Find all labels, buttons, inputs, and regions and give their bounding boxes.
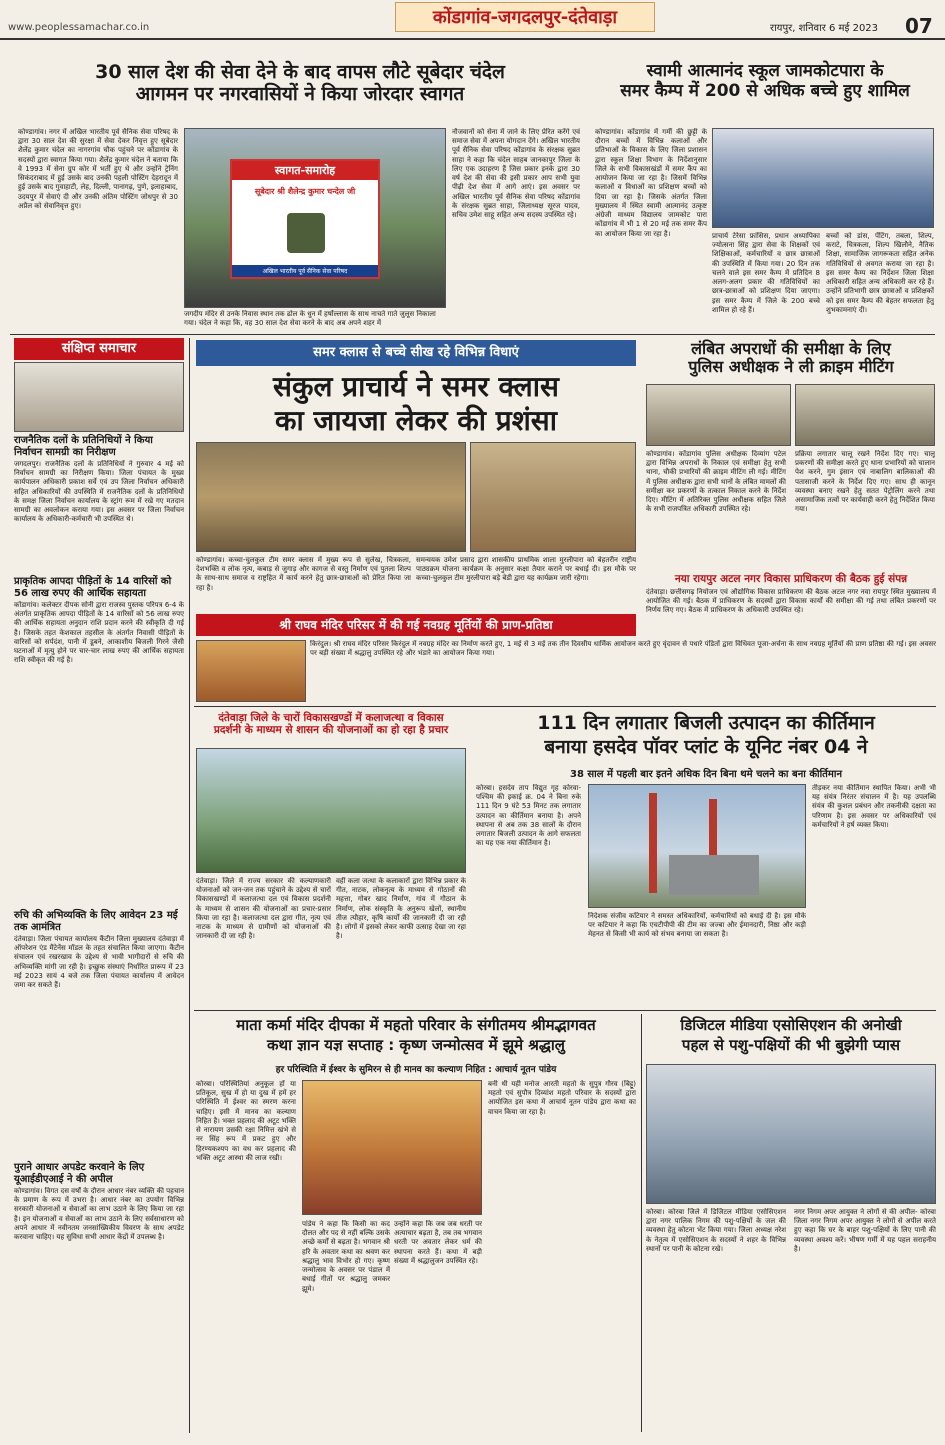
story2-headline-line2: समर कैम्प में 200 से अधिक बच्चे हुए शामिल: [620, 80, 910, 101]
welcome-banner-name: सूबेदार श्री शैलेन्द्र कुमार चन्देल जी: [254, 187, 356, 196]
divider-mid: [194, 706, 936, 707]
story9-body: कोरबा। परिस्थितियां अनुकूल हों या प्रतिकूल, सुख में हो या दुख में हमें हर परिस्थिति में ईश्वर का स्मरण करना चाहिए। इसी में मानव का कल्याण निहित है। भक्त प्रहलाद की अटूट भक्ति से नारायण उसकी रक्षा निमित्त खंभे से नर सिंह रूप में प्रकट हुए और हिरण्यकश्यप का वध कर प्रहलाद की भक्ति अटूट आस्था की लाज रखी।: [196, 1080, 296, 1162]
story6-headline: श्री राघव मंदिर परिसर में की गई नवग्रह मूर्तियों की प्राण-प्रतिष्ठा: [196, 614, 636, 636]
brief-item-1-title: राजनैतिक दलों के प्रतिनिधियों ने किया निर्वाचन सामग्री का निरीक्षण: [14, 435, 153, 458]
brief-column-divider: [189, 338, 190, 1433]
story4-photo-meeting: [646, 384, 791, 446]
brief-item-3-body: दंतेवाड़ा। जिला पंचायत कार्यालय कैंटीन जिला मुख्यालय दंतेवाड़ा में ऑपरेशन एंड मैंटेनेंस मॉडल के तहत संचालित किया जाएगा। कैंटीन संचालन एवं रखरखाव के उद्देश्य से भावी भागीदारों से रुचि की अभिव्यक्ति मांगी जा रही है। इच्छुक संस्थाएं निर्धारित प्रारूप में 23 मई 2023 सायं 4 बजे तक जिला पंचायत कार्यालय में आवेदन जमा कर सकते हैं।: [14, 935, 184, 990]
divider-lower: [194, 1010, 936, 1011]
story7-headline-line2: प्रदर्शनी के माध्यम से शासन की योजनाओं का हो रहा है प्रचार: [213, 724, 449, 737]
brief-item-3: [14, 910, 184, 1165]
story7-headline: [196, 712, 466, 736]
story4-photo-officers: [795, 384, 935, 446]
story3-headline: [196, 370, 636, 437]
edition-title: कोंडागांव-जगदलपुर-दंतेवाड़ा: [395, 2, 655, 32]
story3-kicker: समर क्लास से बच्चे सीख रहे विभिन्न विधाएं: [196, 340, 636, 366]
story9-photo-katha: [302, 1080, 482, 1215]
story4-headline-line1: लंबित अपराधों की समीक्षा के लिए: [691, 339, 891, 358]
welcome-banner-title: स्वागत-समारोह: [232, 161, 378, 180]
brief-item-1-body: जगदलपुर। राजनैतिक दलों के प्रतिनिधियों ने गुरुवार 4 मई को निर्वाचन सामग्री का निरीक्षण किया। जिला पंचायत के मुख्य कार्यपालन अधिकारी प्रकाश सर्वे एवं उप जिला निर्वाचन अधिकारी सहित अधिकारियों की उपस्थिति में राजनैतिक दलों के प्रतिनिधियों के समक्ष जिला निर्वाचन कार्यालय के स्ट्रांग रूम में रखे गए मतदान सामग्री का अवलोकन कराया गया। इस अवसर पर जिला निर्वाचन कार्यालय के अधिकारी-कर्मचारी भी उपस्थित थे।: [14, 460, 184, 524]
column-divider-right: [641, 1014, 642, 1432]
brief-item-2-body: कोंडागांव। कलेक्टर दीपक सोनी द्वारा राजस्व पुस्तक परिपत्र 6-4 के अंतर्गत प्राकृतिक आपदा पीड़ितों के 14 वारिसों को 56 लाख रुपए की आर्थिक सहायता अनुदान राशि प्रदान करने की स्वीकृति दी गई है। जिसके तहत केशकाल तहसील के अंतर्गत निवासी पीड़ितों के वारिसों को सर्पदंश, पानी में डूबने, आकाशीय बिजली गिरने जैसी घटनाओं में मृत्यु होने पर चार-चार लाख रुपए की आर्थिक सहायता राशि स्वीकृत की गई है।: [14, 601, 184, 665]
page-number: 07: [905, 14, 933, 38]
story5-body: दंतेवाड़ा। छत्तीसगढ़ नियोजन एवं औद्योगिक विकास प्राधिकरण की बैठक अटल नगर नवा रायपुर स्थित मुख्यालय में आयोजित की गई। बैठक में प्राधिकरण के सदस्यों द्वारा विकास कार्यों की समीक्षा की गई तथा लंबित प्रकरणों पर निर्णय लिए गए। बैठक में प्राधिकरण के अधिकारी उपस्थित रहे।: [646, 588, 936, 615]
story2-headline: [595, 62, 935, 101]
story1-body: कोण्डागांव। नगर में अखिल भारतीय पूर्व सैनिक सेवा परिषद के द्वारा 30 साल देश की सुरक्षा में सेवा देकर निवृत्त हुए सूबेदार शैलेंद्र कुमार चंदेल का नागरगांव चौक पहुंचने पर कोंडागांव के सदस्यों द्वारा स्वागत किया गया। शैलेंद्र कुमार चंदेल ने बताया कि वे 1993 में सेना ग्रुप कोर में भर्ती हुए थे और उन्होंने ट्रेनिंग सिकंदराबाद में हुई उसके बाद उनकी पहली पोस्टिंग देहरादून में हुई उसके बाद गुवाहाटी, लेह, दिल्ली, पानागढ़, पुणे, इलाहाबाद, उदयपुर में सेवाएं दी और उनकी अंतिम पोस्टिंग जोधपुर से 30 अप्रैल को सेवानिवृत्त हुए।: [18, 128, 178, 210]
story4-body: कोण्डागांव। कोंडागांव पुलिस अधीक्षक दिव्यांग पटेल द्वारा विभिन्न अपराधों के निकाल एवं समीक्षा हेतु सभी थाना, चौकी प्रभारियों की क्राइम मीटिंग ली गई। मीटिंग में पुलिस अधीक्षक द्वारा सभी थानों के लंबित मामलों की समीक्षा कर प्रकरणों के तत्काल निकाल करने के निर्देश दिए। मीटिंग में अतिरिक्त पुलिस अधीक्षक सहित जिले के सभी राजपत्रित अधिकारी उपस्थित रहे।: [646, 450, 786, 514]
story8-headline: [476, 712, 936, 760]
story1-photo-caption: जगदीप मंदिर से उनके निवास स्थान तक ढोल के धुन में हर्षोल्लास के साथ नाचते गाते जुलूस निकाला गया। चंदेल ने कहा कि, वह 30 साल देश सेवा करने के बाद अब अपने शहर में: [184, 310, 436, 328]
story1-headline: [20, 62, 580, 106]
story9-col2: पांडेय ने कहा कि किसी का कद दौलत और पद से नहीं बल्कि उसके अच्छे कर्मों से बढ़ता है। भगवान श्री हरि के अवतार कथा का श्रवण कर श्रद्धालु भाव विभोर हो गए। कृष्ण जन्मोत्सव के अवसर पर पंडाल में बधाई गीतों पर श्रद्धालु जमकर झूमे।: [302, 1220, 390, 1293]
chimney-icon: [649, 793, 657, 893]
story2-col3: बच्चों को डांस, पेंटिंग, तबला, शिल्प, कराटे, चित्रकला, शिल्प खिलौने, नैतिक शिक्षा, सामाजिक जागरूकता सहित अनेक गतिविधियों से अवगत कराया जा रहा है। इस समर कैम्प का निर्देशन जिला शिक्षा अधिकारी सहित अन्य अधिकारी कर रहे हैं। उन्होंने प्रतिभागी छात्र छात्राओं व प्रशिक्षकों को इस समर कैम्प की बेहतर सफलता हेतु शुभकामनाएं दी।: [826, 232, 934, 314]
story1-headline-line1: 30 साल देश की सेवा देने के बाद वापस लौटे सूबेदार चंदेल: [95, 61, 505, 83]
story9-subhead: हर परिस्थिति में ईश्वर के सुमिरन से ही मानव का कल्याण निहित : आचार्य नूतन पांडेय: [275, 1065, 557, 1075]
story8-headline-line2: बनाया हसदेव पॉवर प्लांट के यूनिट नंबर 04 ने: [544, 735, 868, 758]
brief-photo-meeting: [14, 362, 184, 432]
story2-col2: प्राचार्य टेरेसा फ्रांसिस, प्रधान अध्यापिका ज्योत्सना सिंह द्वारा सेवा के शिक्षकों एवं शिक्षिकाओं, कर्मचारियों व छात्र छात्राओं की उपस्थिति में किया गया। 20 दिन तक चलने वाले इस समर कैम्प में प्रतिदिन 8 अलग-अलग प्रकार की गतिविधियों का छात्र-छात्राओं को प्रशिक्षण दिया जाएगा। इस समर कैम्प में जिले के 200 बच्चे शामिल हो रहे हैं।: [712, 232, 820, 314]
story3-headline-line2: का जायजा लेकर की प्रशंसा: [275, 403, 557, 437]
story9-col3: उन्होंने कहा कि जब जब धरती पर अत्याचार बढ़ता है, तब तब भगवान धरती पर अवतार लेकर धर्म की स्थापना करते हैं। कथा में बड़ी संख्या में श्रद्धालुजन उपस्थित रहे।: [394, 1220, 482, 1265]
story7-photo-exhibition: [196, 748, 466, 873]
story7-body: दंतेवाड़ा। जिले में राज्य सरकार की कल्याणकारी योजनाओं को जन-जन तक पहुंचाने के उद्देश्य से चारों विकासखण्डों में कलाजत्था दल एवं विकास प्रदर्शनी के माध्यम से शासन की योजनाओं का प्रचार-प्रसार किया जा रहा है। कलाजत्था दल द्वारा गीत, नृत्य एवं नाटक के माध्यम से ग्रामीणों को योजनाओं की जानकारी दी जा रही है।: [196, 877, 331, 941]
brief-item-1: [14, 435, 184, 572]
brief-news-label: संक्षिप्त समाचार: [14, 338, 184, 360]
story3-caption-left: कोण्डागांव। कच्चा-चुलकुल टीम समर क्लास में मुख्य रूप से सुलेख, चित्रकला, देशभक्ति व लोक नृत्य, कबाड़ से जुगाड़ और कागज से वस्तु निर्माण एवं पुतला शिल्प के साथ-साथ समाज व राष्ट्रहित में कार्य करने हेतु छात्र-छात्राओं को प्रेरित किया जा रहा है।: [196, 556, 411, 592]
story5-headline: नया रायपुर अटल नगर विकास प्राधिकरण की बैठक हुई संपन्न: [674, 573, 908, 585]
divider-top: [10, 334, 935, 335]
story3-caption-right: समन्वयक उमेश प्रसाद द्वारा शासकीय प्राथमिक शाला मुरलीपारा को बेहतरीन राष्ट्रीय पाठ्यक्रम योजना कार्यक्रम के अनुसार कक्षा तैयार कराने पर बधाई दी। इस मौके पर कच्चा-चुलकुल टीम मुरलीपारा बड़े बेडी द्वारा यह कार्यक्रम जारी रहेगा।: [416, 556, 636, 583]
brief-item-3-title: रुचि की अभिव्यक्ति के लिए आवेदन 23 मई तक आमंत्रित: [14, 910, 178, 933]
story2-body: कोण्डागांव। कोंडागांव में गर्मी की छुट्टी के दौरान बच्चों में विभिन्न कलाओं और प्रतिभाओं के विकास के लिए जिला प्रशासन द्वारा स्कूल शिक्षा विभाग के निर्देशानुसार जिले के सभी विकासखंडों में समर कैंप का आयोजन किया जा रहा है। जिसमें विभिन्न कलाओं व विधाओं का प्रशिक्षण बच्चों को दिया जा रहा है। जिसके अंतर्गत जिला मुख्यालय में स्थित स्वामी आत्मानंद उत्कृष्ट अंग्रेजी माध्यम विद्यालय जामकोट पारा कोंडागांव में भी 1 से 20 मई तक समर कैंप का आयोजन किया जा रहा है।: [595, 128, 707, 238]
story3-headline-line1: संकुल प्राचार्य ने समर क्लास: [273, 370, 559, 403]
story7-headline-line1: दंतेवाड़ा जिले के चारों विकासखण्डों में कलाजत्था व विकास: [218, 712, 444, 724]
story10-body: कोरबा। कोरबा जिले में डिजिटल मीडिया एसोसिएशन द्वारा नगर पालिक निगम की पशु-पक्षियों के जल की व्यवस्था हेतु कोटना भेंट किया गया। जिला अध्यक्ष नरेश के नेतृत्व में एसोसिएशन के सदस्यों ने शहर के विभिन्न स्थानों पर पानी के कोटना रखे।: [646, 1208, 786, 1253]
story6-photo-puja: [196, 640, 306, 702]
story8-headline-line1: 111 दिन लगातार बिजली उत्पादन का कीर्तिमान: [537, 712, 875, 734]
story4-col2: प्रक्रिया लगातार चालू रखने निर्देश दिए गए। चालू प्रकरणों की समीक्षा करते हुए थाना प्रभारियों को चालान पेश करने, गुम इंसान एवं नाबालिग बालिकाओं की पतासाजी करने के निर्देश दिए गए। साथ ही कानून व्यवस्था बनाए रखने हेतु सतत पेट्रोलिंग करने तथा असामाजिक तत्वों पर कार्यवाही करने हेतु निर्देशित किया गया।: [795, 450, 935, 514]
welcome-banner: [230, 159, 380, 279]
story8-subhead: 38 साल में पहली बार इतने अधिक दिन बिना थमे चलने का बना कीर्तिमान: [570, 769, 842, 780]
issue-date: रायपुर, शनिवार 6 मई 2023: [770, 23, 879, 34]
story10-photo-group: [646, 1064, 936, 1204]
welcome-banner-footer: अखिल भारतीय पूर्व सैनिक सेवा परिषद: [232, 265, 378, 277]
story9-headline-line1: माता कर्मा मंदिर दीपका में महतो परिवार के संगीतमय श्रीमद्भागवत: [236, 1016, 596, 1034]
story4-headline-line2: पुलिस अधीक्षक ने ली क्राइम मीटिंग: [688, 357, 894, 377]
story8-photo-powerplant: [588, 784, 806, 908]
story6-body: किरंदुल। श्री राघव मंदिर परिसर किरंदुल में नवग्रह मंदिर का निर्माण करते हुए, 1 मई से 3 मई तक तीन दिवसीय धार्मिक आयोजन करते हुए वृंदावन से पधारे पंडितों द्वारा विधिवत पूजा-अर्चना के साथ नवग्रह मूर्तियों की प्राण प्रतिष्ठा की गई। इस अवसर पर बड़ी संख्या में श्रद्धालु उपस्थित रहे और भंडारे का आयोजन किया गया।: [310, 640, 936, 658]
story10-col2: नगर निगम अपर आयुक्त ने लोगों से की अपील- कोरबा जिला नगर निगम अपर आयुक्त ने लोगों से अपील करते हुए कहा कि घर के बाहर पशु-पक्षियों के लिए पानी की व्यवस्था अवश्य करें। भीषण गर्मी में यह पहल सराहनीय है।: [794, 1208, 936, 1253]
page-header: [0, 0, 945, 40]
brief-item-4: [14, 1162, 184, 1427]
story10-headline-line2: पहल से पशु-पक्षियों की भी बुझेगी प्यास: [681, 1035, 901, 1054]
story9-headline: [196, 1016, 636, 1055]
site-url[interactable]: www.peoplessamachar.co.in: [8, 22, 150, 33]
story8-col2: निदेशक संजीव कटियार ने समस्त अधिकारियों, कर्मचारियों को बधाई दी है। इस मौके पर कटियार ने कहा कि एचटीपीपी की टीम का जज्बा और ईमानदारी, निष्ठा और कड़ी मेहनत से किसी भी कार्य को संभव बनाया जा सकता है।: [588, 912, 806, 939]
story3-photo-children: [196, 442, 466, 552]
story7-col2: वहीं कला जत्था के कलाकारों द्वारा विभिन्न प्रकार के गीत, नाटक, लोकनृत्य के माध्यम से गोठानों की महत्ता, गोबर खाद निर्माण, गांव में गौठान के निर्माण, लोक संस्कृति के अनुरूप खेलों, स्थानीय तीज त्यौहार, कृषि कार्यों की जानकारी दी जा रही है। लोगों में इसको लेकर काफी उत्साह देखा जा रहा है।: [336, 877, 466, 941]
story1-photo: [184, 128, 446, 308]
soldier-portrait: [287, 213, 325, 253]
story8-body: कोरबा। हसदेव ताप विद्युत गृह कोरवा-पश्चिम की इकाई क्र. 04 ने बिना रुके 111 दिन 9 घंटे 53 मिनट तक लगातार उत्पादन का कीर्तिमान बनाया है। अपने स्थापना से अब तक 38 सालों के दौरान लगातार बिजली उत्पादन के आगे सफलता का यह एक नया कीर्तिमान है।: [476, 784, 581, 848]
story1-headline-line2: आगमन पर नगरवासियों ने किया जोरदार स्वागत: [135, 82, 465, 105]
story9-col4: बनी थी यही मनोज आरती महतो के सुपुत्र गौरव (बिट्टू) महतो एवं सुपौत्र दिव्यांश महतो परिवार के सदस्यों द्वारा आयोजित इस कथा में आचार्य नूतन पांडेय द्वारा कथा का वाचन किया जा रहा है।: [488, 1080, 636, 1116]
story2-headline-line1: स्वामी आत्मानंद स्कूल जामकोटपारा के: [646, 61, 884, 81]
story8-col3: तीड़कर नया कीर्तिमान स्थापित किया। अभी भी यह संयंत्र निरंतर संचालन में है। यह उपलब्धि संयंत्र की कुशल प्रबंधन और तकनीकी दक्षता का परिणाम है। इस अवसर पर अधिकारियों एवं कर्मचारियों ने हर्ष व्यक्त किया।: [812, 784, 936, 829]
brief-item-2: [14, 576, 184, 901]
story10-headline: [646, 1016, 936, 1055]
brief-item-4-body: कोण्डागांव। विगत दस वर्षों के दौरान आधार नंबर व्यक्ति की पहचान के प्रमाण के रूप में उभरा है। आधार नंबर का उपयोग विभिन्न सरकारी योजनाओं व सेवाओं का लाभ उठाने के लिए किया जा रहा है। इन योजनाओं व सेवाओं का लाभ उठाने के लिए सर्वसाधारण को अपने आधार में नवीनतम जनसांख्यिकीय विवरण के साथ अपडेट करवाना चाहिए। यह सुविधा सभी आधार केंद्रों में उपलब्ध है।: [14, 1187, 184, 1242]
story1-col3: नौजवानों को सेना में जाने के लिए प्रेरित करेंगे एवं समाज सेवा में अपना योगदान देंगे। अखिल भारतीय पूर्व सैनिक सेवा परिषद कोंडागांव के संरक्षक सुब्रत साहा ने कहा कि चंदेल साहब जानकापुर जिला के लिए एक उदाहरण हैं जिस प्रकार इनके द्वारा 30 वर्ष देश की सेवा की इसी प्रकार आप सभी युवा पीढ़ी देश सेवा में आगे आएं। इस अवसर पर अखिल भारतीय पूर्व सैनिक सेवा परिषद कोंडागांव के संरक्षक सुब्रत साहा, जिलाध्यक्ष सूरज यादव, सचिव उमेश साहू सहित अन्य सदस्य उपस्थित रहे।: [452, 128, 580, 220]
plant-building: [669, 855, 759, 895]
story9-headline-line2: कथा ज्ञान यज्ञ सप्ताह : कृष्ण जन्मोत्सव में झूमे श्रद्धालु: [267, 1035, 565, 1054]
story2-photo-classroom: [712, 128, 934, 228]
brief-item-4-title: पुराने आधार अपडेट करवाने के लिए यूआईडीएआई ने की अपील: [14, 1162, 145, 1185]
brief-item-2-title: प्राकृतिक आपदा पीड़ितों के 14 वारिसों को 56 लाख रुपए की आर्थिक सहायता: [14, 576, 172, 599]
story10-headline-line1: डिजिटल मीडिया एसोसिएशन की अनोखी: [680, 1016, 902, 1034]
story4-headline: [646, 340, 936, 377]
story3-photo-students: [470, 442, 636, 552]
